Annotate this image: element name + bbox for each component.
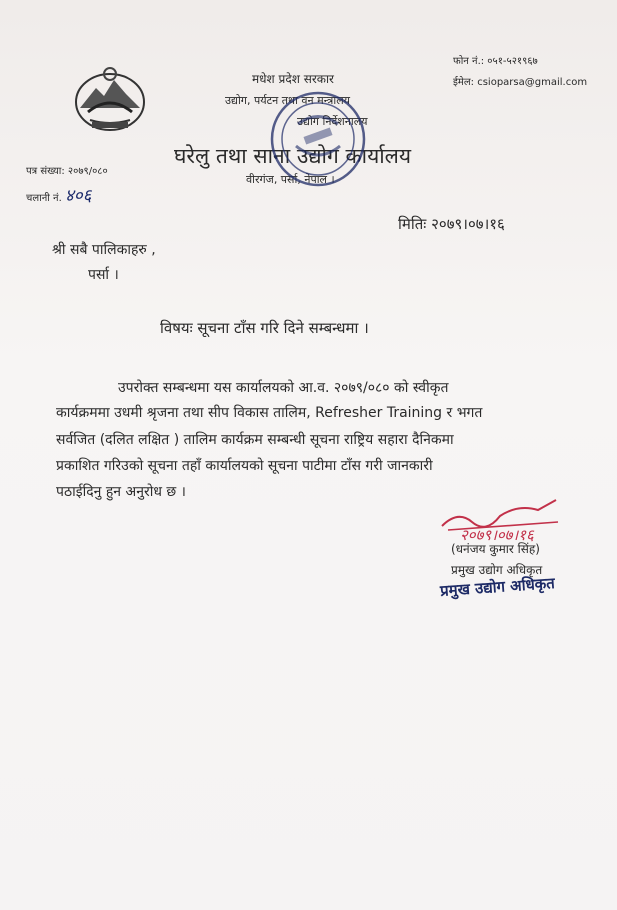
office-stamp-icon (258, 84, 378, 194)
body-line: कार्यक्रममा उधमी श्रृजना तथा सीप विकास तालिम, Refresher Training र भगत (56, 405, 483, 421)
body-line: सर्वजित (दलित लक्षित ) तालिम कार्यक्रम सम्बन्धी सूचना राष्ट्रिय सहारा दैनिकमा (56, 432, 454, 448)
letter-date: मितिः २०७९।०७।१६ (398, 215, 505, 233)
chalani-number: ४०६ (64, 186, 92, 206)
chalani-label: चलानी नं. (26, 193, 62, 204)
nepal-emblem-icon (70, 64, 150, 136)
directorate-label: उद्योग निर्देशनालय (297, 115, 368, 128)
signatory-designation: प्रमुख उद्योग अधिकृत (451, 563, 543, 577)
government-label: मधेश प्रदेश सरकार (252, 72, 334, 86)
addressee-district: पर्सा । (88, 267, 119, 283)
email-address: ईमेल: csioparsa@gmail.com (453, 77, 588, 88)
office-address: वीरगंज, पर्सा, नेपाल । (246, 173, 335, 186)
ministry-label: उद्योग, पर्यटन तथा वन मन्त्रालय (225, 94, 351, 107)
body-line: प्रकाशित गरिउको सूचना तहाँ कार्यालयको सूचना पाटीमा टाँस गरी जानकारी (56, 458, 433, 474)
signatory-name: (धनंजय कुमार सिंह) (451, 542, 540, 556)
addressee: श्री सबै पालिकाहरु , (52, 242, 156, 258)
signature-date: २०७९।०७।१६ (460, 526, 534, 544)
signature-icon (438, 496, 573, 546)
body-line: उपरोक्त सम्बन्धमा यस कार्यालयको आ.व. २०७९/०८० को स्वीकृत (118, 380, 449, 396)
phone-number: फोन नं.: ०५१-५२१९६७ (453, 56, 538, 67)
chalani-number-row (26, 183, 92, 206)
letter-subject: विषयः सूचना टाँस गरि दिने सम्बन्धमा । (160, 319, 369, 337)
patra-sankhya: पत्र संख्या: २०७९/०८० (26, 166, 108, 177)
designation-stamp: प्रमुख उद्योग अधिकृत (439, 574, 556, 600)
body-line: पठाईदिनु हुन अनुरोध छ । (56, 484, 186, 500)
office-name: घरेलु तथा साना उद्योग कार्यालय (174, 144, 412, 168)
